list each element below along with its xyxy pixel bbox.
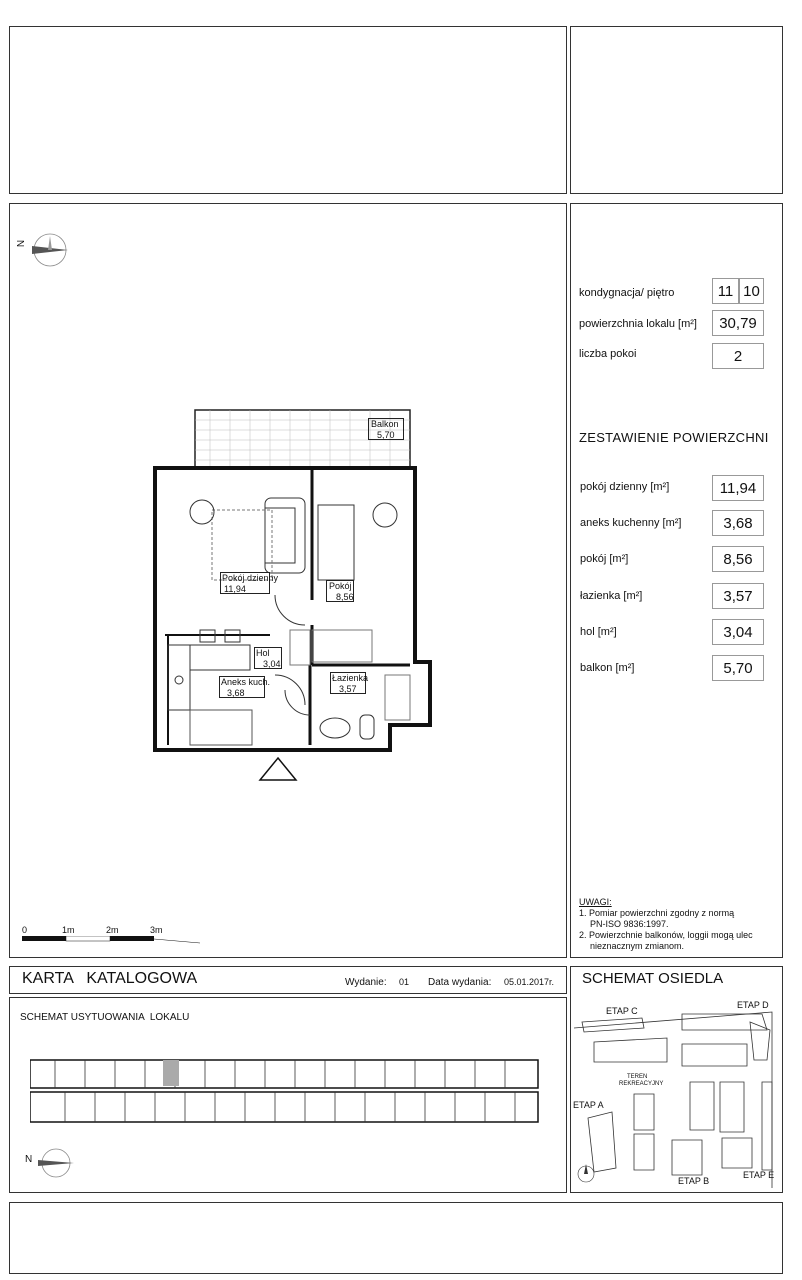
floor-plan [140,400,440,790]
scale-0: 0 [22,925,28,935]
room-name-balkon: Balkon [371,419,399,429]
edition-value: 01 [399,977,410,987]
estate-heading: SCHEMAT OSIEDLA [582,970,724,987]
area-item-label-4: hol [m²] [580,626,617,638]
area-label: powierzchnia lokalu [m²] [579,318,697,330]
estate-map [572,1000,780,1190]
area-item-value-0: 11,94 [712,475,764,501]
area-item-value-3: 3,57 [712,583,764,609]
areas-heading: ZESTAWIENIE POWIERZCHNI [579,430,769,445]
area-item-label-5: balkon [m²] [580,662,635,674]
notes-line-4: nieznacznym zmianom. [590,941,685,951]
area-item-label-1: aneks kuchenny [m²] [580,517,682,529]
estate-etap-e: ETAP E [743,1170,775,1180]
location-compass-icon [36,1146,76,1180]
notes-title: UWAGI: [579,897,612,907]
floor-value-2: 10 [739,278,764,304]
entrance-icon [258,756,298,782]
area-item-label-0: pokój dzienny [m²] [580,481,670,493]
area-item-label-2: pokój [m²] [580,553,629,565]
location-heading: SCHEMAT USYTUOWANIA LOKALU [20,1012,190,1023]
rooms-label: liczba pokoi [579,348,637,360]
area-item-value-2: 8,56 [712,546,764,572]
north-label: N [16,239,28,248]
room-area-aneks: 3,68 [227,688,245,698]
floor-value-1: 11 [712,278,739,304]
room-area-lazienka: 3,57 [339,684,357,694]
estate-rekreacyjny: REKREACYJNY [619,1081,664,1087]
edition-label: Wydanie: [345,977,387,988]
building-strip [30,1058,540,1126]
room-name-hol: Hol [256,648,270,658]
estate-etap-a: ETAP A [573,1100,604,1110]
compass-icon [30,230,70,270]
notes-line-2: PN-ISO 9836:1997. [590,919,669,929]
room-name-pokoj-dzienny: Pokój dzienny [222,573,279,583]
room-name-aneks: Aneks kuch. [221,677,271,687]
header-right-box [570,26,783,194]
room-name-pokoj: Pokój [329,581,352,591]
footer-title: KARTA KATALOGOWA [22,970,198,987]
scale-bar [22,936,202,944]
area-value: 30,79 [712,310,764,336]
scale-2: 2m [106,925,119,935]
room-area-hol: 3,04 [263,659,281,669]
area-item-value-1: 3,68 [712,510,764,536]
area-item-value-5: 5,70 [712,655,764,681]
bottom-box [9,1202,783,1274]
scale-3: 3m [150,925,163,935]
date-label: Data wydania: [428,977,492,988]
room-area-pokoj: 8,56 [336,592,354,602]
room-area-pokoj-dzienny: 11,94 [224,584,246,594]
rooms-value: 2 [712,343,764,369]
estate-teren: TEREN [627,1074,648,1080]
estate-etap-c: ETAP C [606,1006,638,1016]
notes-line-3: 2. Powierzchnie balkonów, loggii mogą ulec [579,930,753,940]
room-name-lazienka: Łazienka [332,673,369,683]
area-item-value-4: 3,04 [712,619,764,645]
room-area-balkon: 5,70 [377,430,395,440]
header-left-box [9,26,567,194]
floor-label: kondygnacja/ piętro [579,287,675,299]
area-item-label-3: łazienka [m²] [580,590,643,602]
location-north-label: N [25,1154,33,1165]
estate-etap-b: ETAP B [678,1176,710,1186]
notes-line-1: 1. Pomiar powierzchni zgodny z normą [579,908,735,918]
date-value: 05.01.2017r. [504,977,555,987]
scale-1: 1m [62,925,75,935]
estate-etap-d: ETAP D [737,1000,769,1010]
